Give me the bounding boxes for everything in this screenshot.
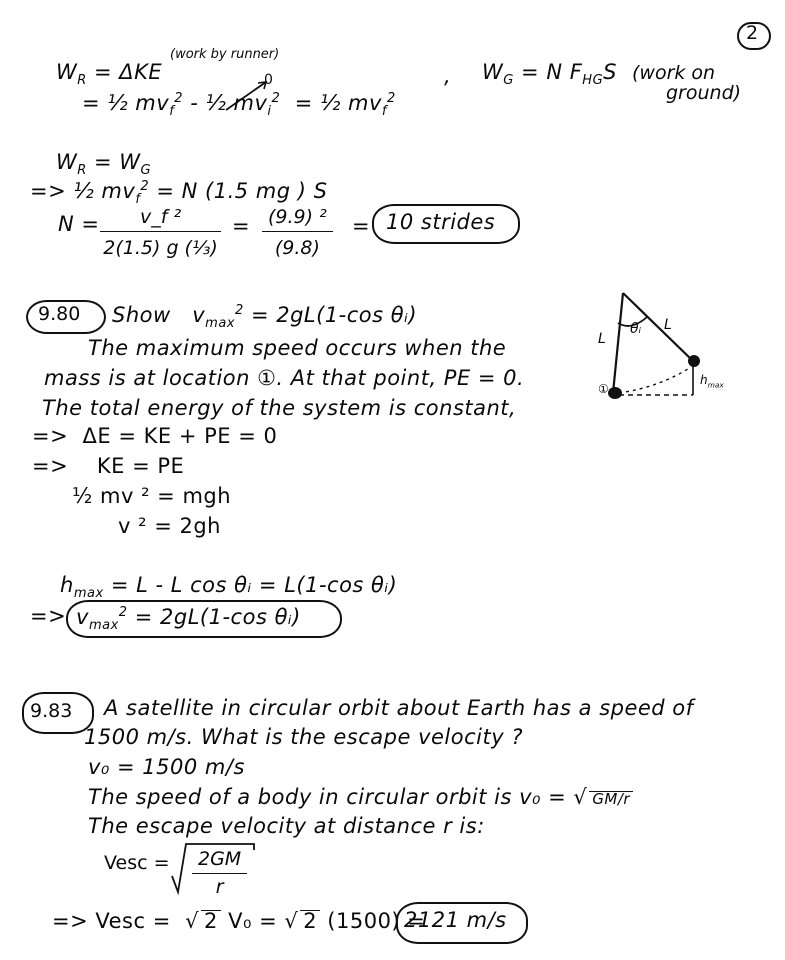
hmax-rhs: = L - L cos θᵢ = L(1-cos θᵢ) bbox=[110, 573, 398, 597]
sub-f: f bbox=[135, 192, 141, 208]
term-final-ke: = ½ mv bbox=[82, 91, 170, 115]
vesc-label: Vesc = bbox=[104, 852, 170, 874]
result-rhs: = 2gL(1-cos θᵢ) bbox=[134, 605, 301, 629]
text-line-2: mass is at location ①. At that point, PE = 0. bbox=[44, 366, 525, 390]
step-4: v ² = 2gh bbox=[118, 514, 221, 538]
sub-max: max bbox=[205, 316, 235, 332]
eq-wg: = W bbox=[94, 150, 141, 174]
orbit-text: The speed of a body in circular orbit is v₀ = bbox=[88, 785, 567, 809]
wg-symbol: W bbox=[482, 60, 504, 84]
fraction-1-num: v_f ² bbox=[100, 206, 221, 232]
sub-r: R bbox=[77, 163, 87, 179]
page-number: 2 bbox=[746, 22, 759, 44]
wg-eq: = N F bbox=[521, 60, 583, 84]
vesc-fraction bbox=[192, 848, 247, 898]
step-1: => ΔE = KE + PE = 0 bbox=[32, 424, 278, 448]
sub-max: max bbox=[73, 586, 104, 602]
show-rhs: = 2gL(1-cos θᵢ) bbox=[250, 303, 418, 327]
w-symbol: W bbox=[56, 150, 78, 174]
eq-1: = bbox=[232, 214, 251, 238]
orbit-speed-text: The speed of a body in circular orbit is v₀ = √ GM/r bbox=[88, 787, 633, 808]
diagram-label-right-l: L bbox=[664, 317, 672, 333]
diagram-label-left-l: L bbox=[598, 331, 606, 347]
comma: , bbox=[444, 64, 452, 88]
diagram-label-position: ① bbox=[598, 382, 609, 396]
final-equation: => Vesc = √ 2 V₀ = √ 2 (1500) = bbox=[52, 909, 426, 933]
wr-eq: = ΔKE bbox=[94, 60, 163, 84]
diagram-label-theta: θᵢ bbox=[630, 321, 642, 337]
sub-max: max bbox=[88, 618, 119, 634]
given-velocity: v₀ = 1500 m/s bbox=[88, 755, 245, 779]
wr-equals-wg bbox=[56, 152, 151, 177]
sqrt-2b: 2 bbox=[300, 910, 320, 932]
h-symbol: h bbox=[700, 373, 708, 387]
vesc-den: r bbox=[215, 876, 224, 898]
show-statement bbox=[112, 304, 417, 330]
sqrt-2: 2 bbox=[201, 910, 221, 932]
ke-expansion-line bbox=[82, 92, 396, 118]
work-ground-eq bbox=[482, 62, 617, 87]
sub-i: i bbox=[267, 104, 272, 120]
rhs: = N (1.5 mg ) S bbox=[156, 179, 328, 203]
text-line-1: The maximum speed occurs when the bbox=[88, 336, 507, 360]
implies-arrow: => bbox=[30, 179, 67, 203]
escape-velocity-text: The escape velocity at distance r is: bbox=[88, 814, 485, 838]
sup-2: 2 bbox=[174, 91, 184, 106]
sup-2: 2 bbox=[140, 179, 150, 194]
text-line-3: The total energy of the system is constant, bbox=[42, 396, 517, 420]
wr-sub: R bbox=[77, 73, 87, 89]
sub-max: max bbox=[707, 380, 724, 390]
step-3: ½ mv ² = mgh bbox=[72, 484, 232, 508]
orbit-formula: GM/r bbox=[589, 791, 633, 807]
annotation-ground: ground) bbox=[666, 82, 742, 104]
problem-number-983: 9.83 bbox=[30, 700, 73, 722]
sub-f: f bbox=[169, 104, 175, 120]
work-runner-eq bbox=[56, 62, 162, 87]
sub-g: G bbox=[140, 163, 152, 179]
eq-2: = bbox=[352, 214, 371, 238]
h-symbol: h bbox=[60, 573, 74, 597]
wr-symbol: W bbox=[56, 60, 78, 84]
wg-sub: G bbox=[503, 73, 514, 89]
fraction-2-num: (9.9) ² bbox=[262, 206, 333, 232]
show-label: Show bbox=[112, 303, 171, 327]
energy-balance-line bbox=[30, 180, 327, 206]
result-arrow: => bbox=[30, 604, 67, 628]
v-symbol: v bbox=[76, 605, 89, 629]
sup-2: 2 bbox=[118, 605, 128, 620]
fraction-2-den: (9.8) bbox=[274, 237, 320, 259]
fraction-1 bbox=[100, 206, 221, 259]
sup-2: 2 bbox=[235, 303, 244, 318]
annotation-work-on: (work on bbox=[632, 62, 716, 84]
f-sub: HG bbox=[582, 73, 604, 89]
pendulum-diagram bbox=[585, 285, 775, 405]
vesc-num: 2GM bbox=[192, 848, 247, 874]
vesc-lhs: Vesc = bbox=[95, 909, 171, 933]
step-2: => KE = PE bbox=[32, 454, 185, 478]
paren-1500: (1500) = bbox=[327, 909, 426, 933]
term-result: = ½ mv bbox=[294, 91, 382, 115]
hmax-equation bbox=[60, 575, 397, 600]
sup-2: 2 bbox=[386, 91, 396, 106]
v-symbol: v bbox=[192, 303, 206, 327]
fraction-2 bbox=[262, 206, 333, 259]
mass-bottom bbox=[608, 387, 622, 399]
lhs: ½ mv bbox=[73, 179, 136, 203]
question-line-2: 1500 m/s. What is the escape velocity ? bbox=[84, 725, 523, 749]
v0-term: V₀ = bbox=[228, 909, 278, 933]
problem-number: 9.80 bbox=[38, 303, 81, 325]
term-initial-ke: - ½ mv bbox=[190, 91, 268, 115]
sup-2: 2 bbox=[271, 91, 281, 106]
question-line-1: A satellite in circular orbit about Earth has a speed of bbox=[104, 696, 694, 720]
fraction-1-den: 2(1.5) g (⅓) bbox=[103, 237, 218, 259]
cancel-zero: 0 bbox=[264, 72, 273, 88]
annotation-work-by-runner: (work by runner) bbox=[170, 47, 280, 62]
n-label: N = bbox=[58, 212, 100, 236]
result-equation bbox=[76, 606, 301, 632]
answer-escape-velocity: 2121 m/s bbox=[404, 908, 507, 932]
wg-s: S bbox=[603, 60, 617, 84]
diagram-label-hmax bbox=[700, 374, 724, 389]
mass-raised bbox=[688, 355, 700, 367]
answer-strides: 10 strides bbox=[386, 210, 496, 234]
implies-arrow: => bbox=[52, 909, 89, 933]
sub-f: f bbox=[381, 104, 387, 120]
